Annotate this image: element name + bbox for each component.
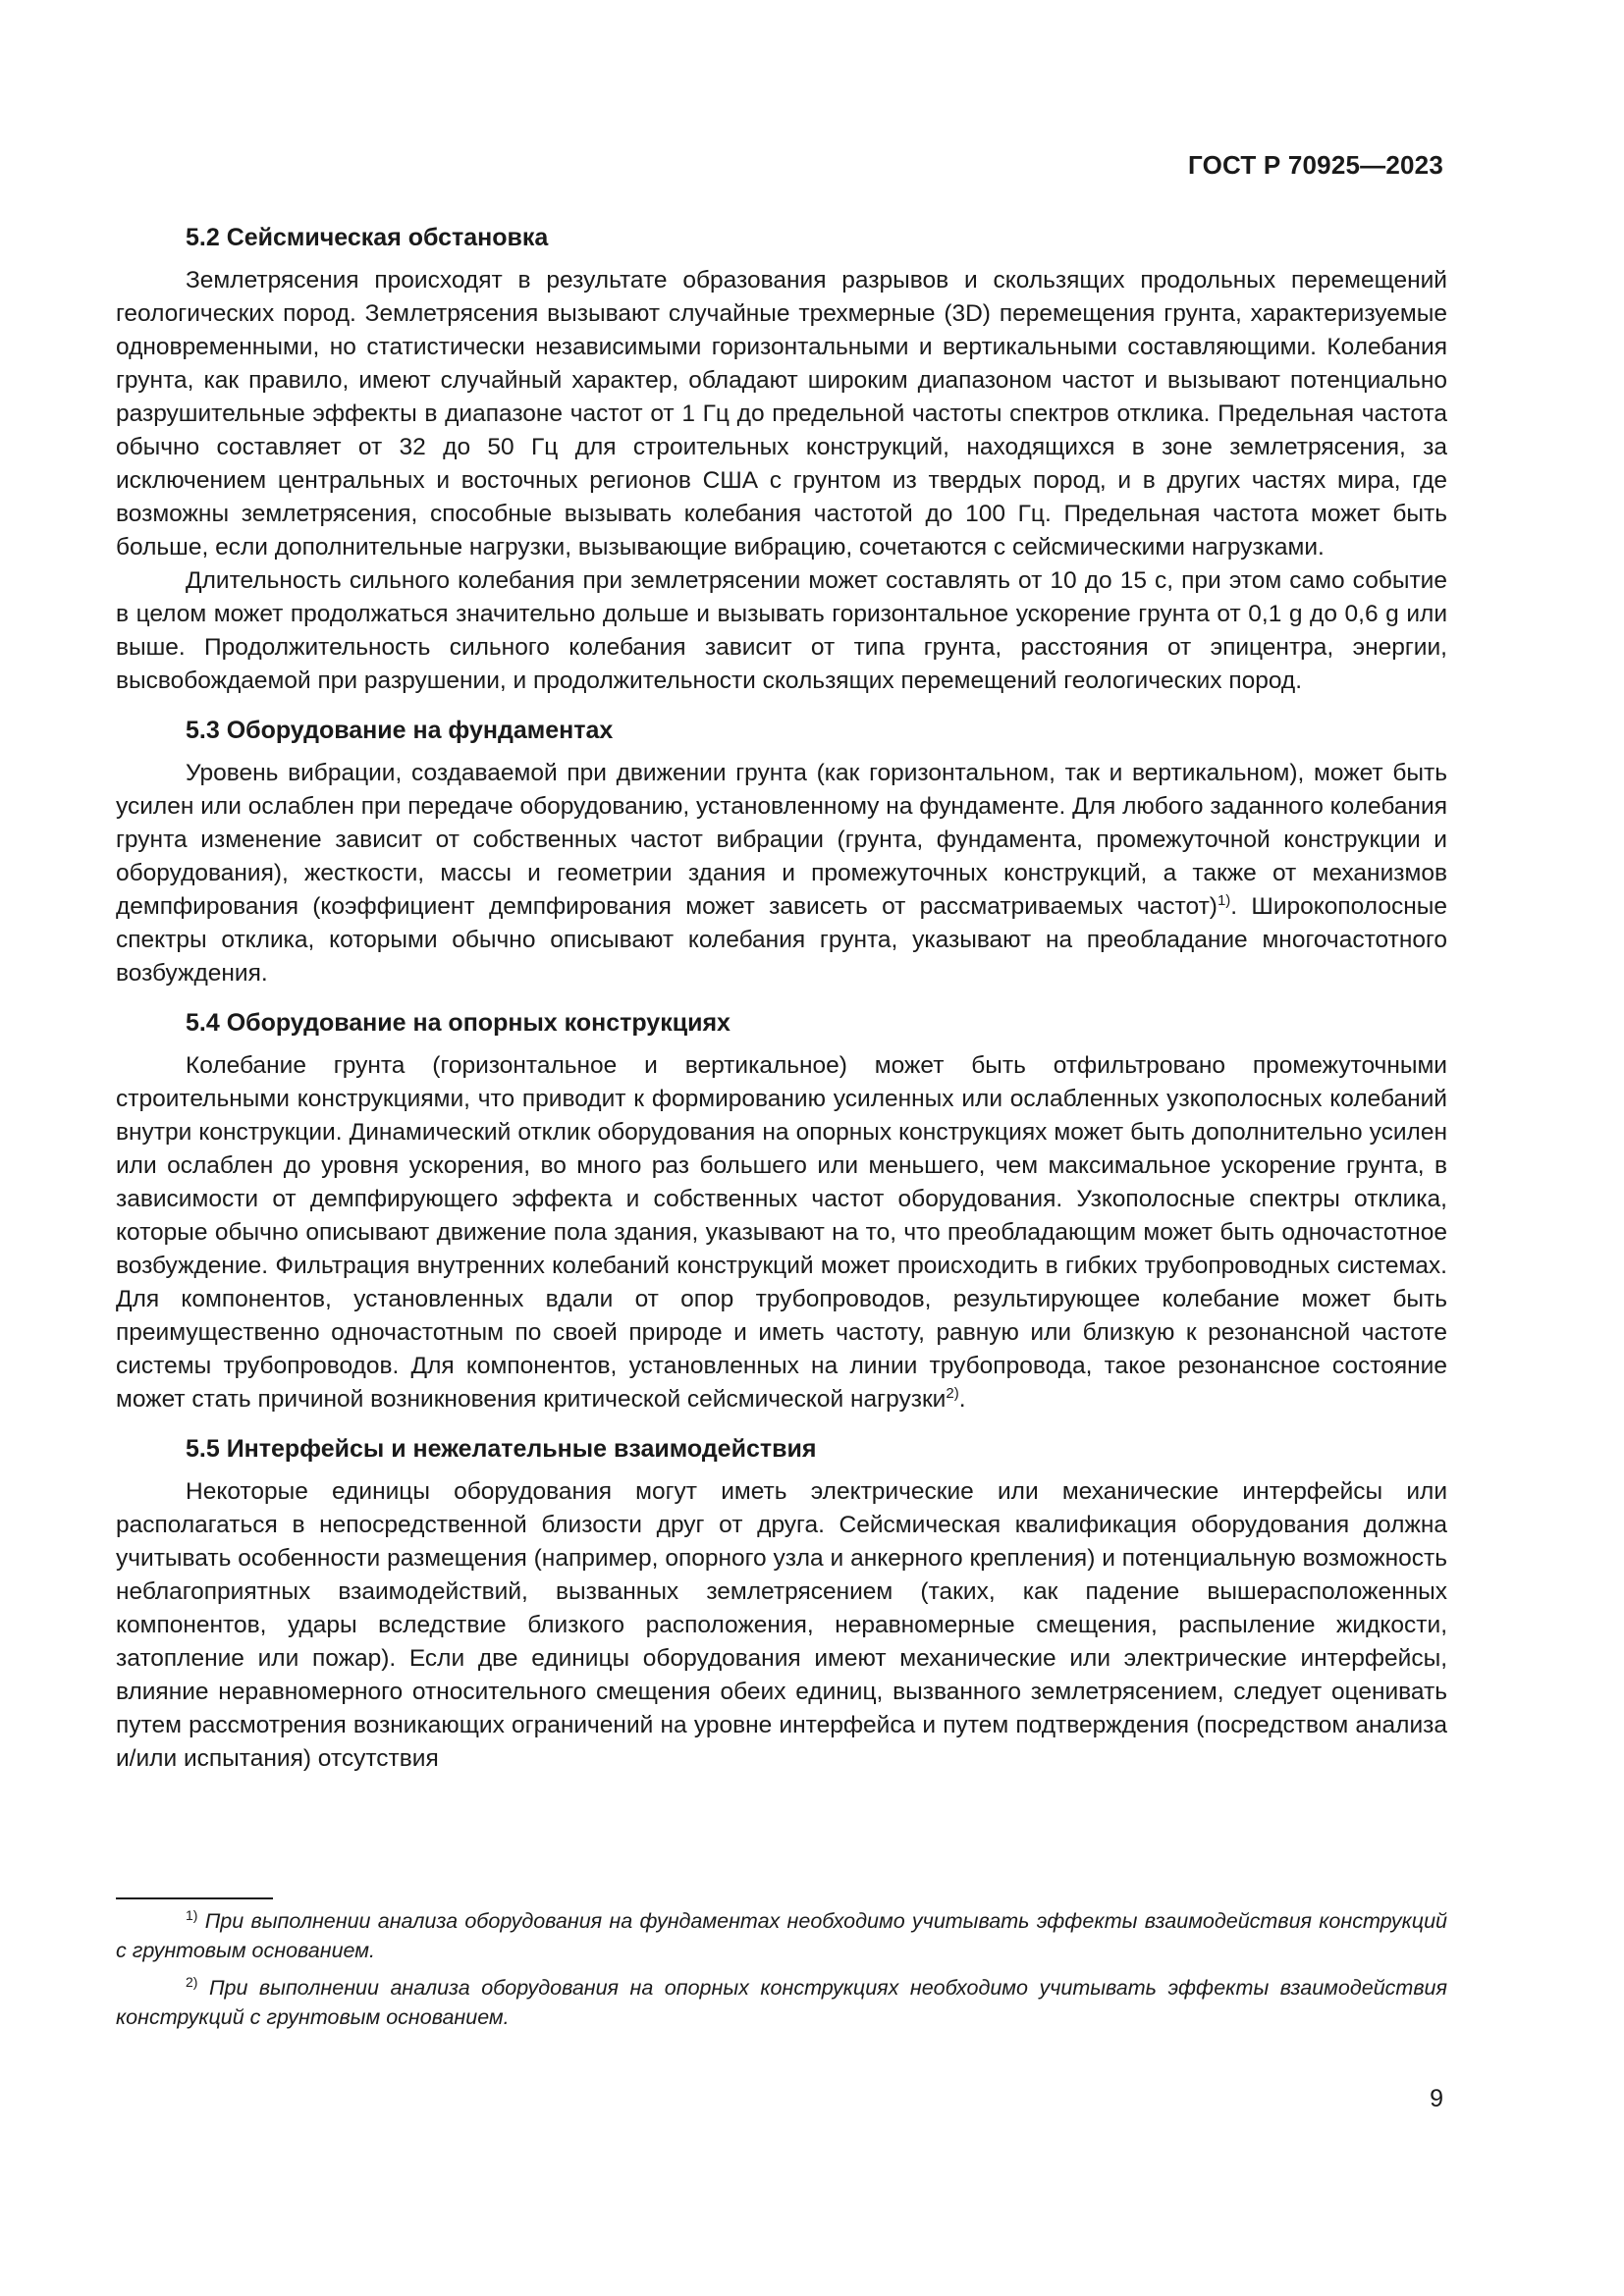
footnote-1 [116,1906,1447,1965]
paragraph [116,1049,1447,1416]
page-number: 9 [1430,2085,1443,2112]
section-title-5-5: 5.5 Интерфейсы и нежелательные взаимодействия [186,1435,817,1463]
footnote-text: При выполнении анализа оборудования на опорных конструкциях необходимо учитывать эффекты взаимодействия конструкций с грунтовым основанием. [116,1976,1448,2029]
paragraph-text: . Широкополосные спектры отклика, которыми обычно описывают колебания грунта, указывают на преобладание многочастотного возбуждения. [116,893,1447,987]
paragraph-text: Колебание грунта (горизонтальное и вертикальное) может быть отфильтровано промежуточными строительными конструкциями, что приводит к формированию усиленных или ослабленных узкополосных колебаний внутри конструкции. Динамический отклик оборудования на опорных конструкциях может быть дополнительно усилен или ослаблен до уровня ускорения, во много раз большего или меньшего, чем максимальное ускорение грунта, в зависимости от демпфирующего эффекта и собственных частот оборудования. Узкополосные спектры отклика, которые обычно описывают движение пола здания, указывают на то, что преобладающим может быть одночастотное возбуждение. Фильтрация внутренних колебаний конструкций может происходить в гибких трубопроводных системах. Для компонентов, установленных вдали от опор трубопроводов, результирующее колебание может быть преимущественно одночастотным по своей природе и иметь частоту, равную или близкую к резонансной частоте системы трубопроводов. Для компонентов, установленных на линии трубопровода, такое резонансное состояние может стать причиной возникновения критической сейсмической нагрузки [116,1052,1447,1413]
paragraph: Землетрясения происходят в результате образования разрывов и скользящих продольных перемещений геологических пород. Землетрясения вызывают случайные трехмерные (3D) перемещения грунта, характеризуемые одновременными, но статистически независимыми горизонтальными и вертикальными составляющими. Колебания грунта, как правило, имеют случайный характер, обладают широким диапазоном частот и вызывают потенциально разрушительные эффекты в диапазоне частот от 1 Гц до предельной частоты спектров отклика. Предельная частота обычно составляет от 32 до 50 Гц для строительных конструкций, находящихся в зоне землетрясения, за исключением центральных и восточных регионов США с грунтом из твердых пород, и в других частях мира, где возможны землетрясения, способные вызывать колебания частотой до 100 Гц. Предельная частота может быть больше, если дополнительные нагрузки, вызывающие вибрацию, сочетаются с сейсмическими нагрузками. [116,267,1447,561]
paragraph [116,757,1447,990]
footnote-mark: 1) [186,1907,198,1923]
document-body [116,221,1447,1776]
footnote-reference[interactable]: 2) [946,1385,959,1402]
paragraph-text: Уровень вибрации, создаваемой при движении грунта (как горизонтальном, так и вертикальном), может быть усилен или ослаблен при передаче оборудованию, установленному на фундаменте. Для любого заданного колебания грунта изменение зависит от собственных частот вибрации (грунта, фундамента, промежуточной конструкции и оборудования), жесткости, массы и геометрии здания и промежуточных конструкций, а также от механизмов демпфирования (коэффициент демпфирования может зависеть от рассматриваемых частот) [116,760,1447,920]
section-title-5-2: 5.2 Сейсмическая обстановка [186,224,549,251]
paragraph-text: . [958,1386,966,1413]
footnote-mark: 2) [186,1974,198,1990]
footnote-2 [116,1973,1447,2032]
document-code: ГОСТ Р 70925—2023 [1188,150,1443,180]
footnotes [116,1906,1447,2040]
footnote-divider [116,1897,273,1899]
section-title-5-3: 5.3 Оборудование на фундаментах [186,717,614,744]
footnote-text: При выполнении анализа оборудования на фундаментах необходимо учитывать эффекты взаимодействия конструкций с грунтовым основанием. [116,1909,1447,1962]
footnote-reference[interactable]: 1) [1217,892,1231,909]
paragraph: Длительность сильного колебания при землетрясении может составлять от 10 до 15 с, при этом само событие в целом может продолжаться значительно дольше и вызывать горизонтальное ускорение грунта от 0,1 g до 0,6 g или выше. Продолжительность сильного колебания зависит от типа грунта, расстояния от эпицентра, энергии, высвобождаемой при разрушении, и продолжительности скользящих перемещений геологических пород. [116,567,1447,694]
paragraph: Некоторые единицы оборудования могут иметь электрические или механические интерфейсы или располагаться в непосредственной близости друг от друга. Сейсмическая квалификация оборудования должна учитывать особенности размещения (например, опорного узла и анкерного крепления) и потенциальную возможность неблагоприятных взаимодействий, вызванных землетрясением (таких, как падение вышерасположенных компонентов, удары вследствие близкого расположения, неравномерные смещения, распыление жидкости, затопление или пожар). Если две единицы оборудования имеют механические или электрические интерфейсы, влияние неравномерного относительного смещения обеих единиц, вызванного землетрясением, следует оценивать путем рассмотрения возникающих ограничений на уровне интерфейса и путем подтверждения (посредством анализа и/или испытания) отсутствия [116,1478,1447,1772]
section-title-5-4: 5.4 Оборудование на опорных конструкциях [186,1009,731,1037]
